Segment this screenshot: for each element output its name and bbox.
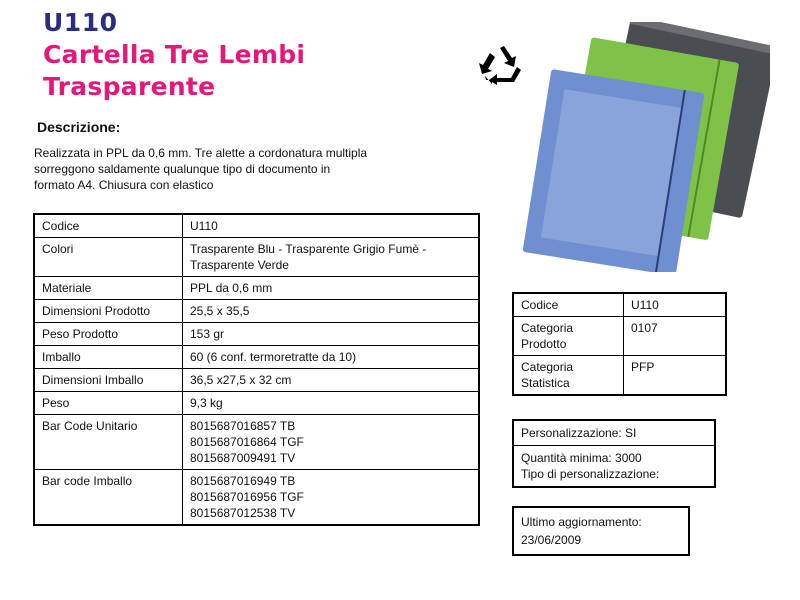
spec-value-line: 8015687016864 TGF [190,435,304,449]
description-text [34,145,434,193]
product-codes-table [512,292,727,396]
description-line: sorreggono saldamente qualunque tipo di documento in [34,162,331,176]
product-specs-table [33,213,480,526]
spec-label: Bar Code Unitario [34,415,183,470]
spec-value-line: 8015687012538 TV [190,506,296,520]
spec-value-line: 8015687016857 TB [190,419,296,433]
spec-value [183,369,480,392]
spec-value-line: Trasparente Verde [190,258,289,272]
spec-row [34,277,479,300]
spec-value [183,300,480,323]
spec-label: Dimensioni Prodotto [34,300,183,323]
spec-value-line: U110 [190,219,218,233]
code-value: 0107 [624,317,727,356]
personalization-type: Tipo di personalizzazione: [521,467,660,481]
code-label [513,356,624,396]
description-line: formato A4. Chiusura con elastico [34,178,214,192]
spec-value-line: Trasparente Blu - Trasparente Grigio Fumè - [190,242,427,256]
code-row [513,293,726,317]
last-update-box [512,506,690,556]
spec-row [34,323,479,346]
code-row [513,317,726,356]
description-line: Realizzata in PPL da 0,6 mm. Tre alette a cordonatura multipla [34,146,368,160]
personalization-enabled: Personalizzazione: SI [521,426,637,440]
spec-value [183,323,480,346]
spec-value [183,346,480,369]
code-label-line: Categoria [521,321,574,335]
code-label [513,293,624,317]
spec-row [34,214,479,238]
spec-value-line: 8015687016949 TB [190,474,296,488]
minimum-quantity: Quantità minima: 3000 [521,451,642,465]
spec-value-line: PPL da 0,6 mm [190,281,273,295]
spec-label: Peso [34,392,183,415]
folders-image [520,22,770,272]
spec-label: Bar code Imballo [34,470,183,526]
last-update-label: Ultimo aggiornamento: [521,515,642,529]
code-value: U110 [631,298,659,312]
last-update-date: 23/06/2009 [521,533,582,547]
spec-value [183,277,480,300]
spec-label: Dimensioni Imballo [34,369,183,392]
spec-value [183,214,480,238]
recycle-icon [478,44,522,88]
spec-label: Imballo [34,346,183,369]
code-label-line: Statistica [521,376,570,390]
code-label-line: Codice [521,298,559,312]
product-title-line-1: Cartella Tre Lembi [43,40,306,69]
spec-label: Colori [34,238,183,277]
spec-row [34,470,479,526]
spec-row [34,392,479,415]
spec-label: Materiale [34,277,183,300]
spec-value-line: 60 (6 conf. termoretratte da 10) [190,350,357,364]
product-code-heading: U110 [43,8,118,37]
spec-value [183,470,480,526]
code-value: PFP [624,356,727,396]
spec-value [183,238,480,277]
spec-value-line: 8015687016956 TGF [190,490,304,504]
spec-value [183,392,480,415]
code-label-line: Categoria [521,360,574,374]
description-heading: Descrizione: [37,119,121,135]
code-row [513,356,726,396]
spec-label: Codice [34,214,183,238]
spec-row [34,415,479,470]
spec-row [34,346,479,369]
spec-value-line: 36,5 x27,5 x 32 cm [190,373,292,387]
code-label-line: Prodotto [521,337,567,351]
spec-value-line: 25,5 x 35,5 [190,304,250,318]
spec-value [183,415,480,470]
spec-row [34,369,479,392]
personalization-details [514,445,714,486]
spec-row [34,300,479,323]
spec-value-line: 8015687009491 TV [190,451,296,465]
spec-value-line: 9,3 kg [190,396,223,410]
spec-label: Peso Prodotto [34,323,183,346]
code-label [513,317,624,356]
personalization-box [512,419,716,488]
spec-row [34,238,479,277]
spec-value-line: 153 gr [190,327,225,341]
product-title-line-2: Trasparente [43,72,216,101]
